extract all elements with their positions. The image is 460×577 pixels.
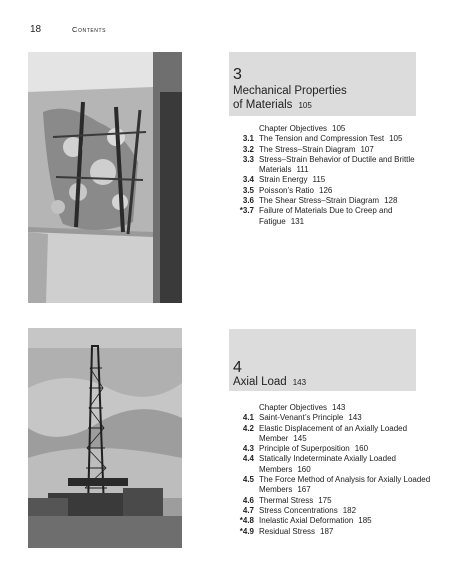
section-text [259,155,432,176]
section-text [259,454,432,475]
section-title: Statically Indeterminate Axially Loaded Members [259,454,396,474]
section-page: 182 [342,505,357,515]
section-page: 115 [312,175,326,185]
section-text [259,134,432,144]
section-number [232,403,259,413]
section-text [259,424,432,445]
section-page: 128 [384,196,398,206]
section-number: *3.7 [239,206,254,216]
section-number: 4.3 [242,444,254,454]
toc-entry[interactable] [232,155,432,176]
section-text [259,444,432,454]
section-title: Chapter Objectives [259,403,328,412]
chapter-4-heading [229,329,416,391]
section-page: 167 [297,485,311,495]
section-title: Stress Concentrations [259,505,338,515]
section-title: The Tension and Compression Test [259,134,385,144]
section-page: 107 [360,144,374,154]
chapter-3-heading [229,52,416,116]
running-head: Contents [72,25,107,34]
section-title: Residual Stress [259,526,316,536]
section-page: 131 [290,216,305,226]
section-number: *4.8 [239,516,254,526]
toc-entry[interactable] [232,506,432,516]
section-title: Poisson’s Ratio [259,185,314,195]
toc-entry[interactable] [232,175,432,185]
chapter-page: 143 [292,378,307,387]
toc-entry[interactable] [232,206,432,227]
section-number: 4.6 [242,495,254,505]
section-page: 187 [320,526,334,536]
section-title: Principle of Superposition [259,444,350,454]
section-page: 185 [358,516,372,526]
section-text [259,527,432,537]
toc-entry[interactable] [232,413,432,423]
section-number: 3.4 [242,175,254,185]
chapter-title-line1: Axial Load [233,376,287,388]
section-number: 4.5 [242,475,254,485]
section-page: 143 [332,403,346,412]
toc-entry[interactable] [232,124,432,134]
chapter-3-toc [232,124,432,227]
chapter-title [233,84,413,113]
section-number: 3.5 [242,185,254,195]
section-text [259,403,432,413]
toc-entry[interactable] [232,496,432,506]
section-page: 111 [296,165,309,175]
section-title: Inelastic Axial Deformation [259,516,354,526]
section-number: 3.6 [242,196,254,206]
toc-entry[interactable] [232,145,432,155]
section-number [232,124,259,134]
section-text [259,145,432,155]
toc-entry[interactable] [232,454,432,475]
section-page: 160 [297,464,311,474]
chapter-title-line1: Mechanical Properties [233,85,347,97]
section-number: 3.2 [242,144,254,154]
section-text [259,206,432,227]
section-text [259,506,432,516]
toc-entry[interactable] [232,186,432,196]
page-number: 18 [30,24,42,35]
section-text [259,496,432,506]
section-title: The Shear Stress–Strain Diagram [259,196,380,206]
section-number: 4.1 [242,413,254,423]
section-page: 105 [332,124,346,133]
chapter-title [233,375,306,390]
section-page: 126 [319,185,333,195]
toc-entry[interactable] [232,444,432,454]
chapter-number: 3 [233,66,242,83]
section-page: 105 [389,134,403,144]
section-title: Thermal Stress [259,495,314,505]
section-number: 4.4 [242,454,254,464]
section-title: Failure of Materials Due to Creep and Fatigue [259,206,393,226]
toc-entry[interactable] [232,134,432,144]
section-page: 175 [318,495,332,505]
section-number: *4.9 [239,526,254,536]
section-number: 3.3 [242,154,254,164]
section-text [259,186,432,196]
section-text [259,516,432,526]
toc-entry[interactable] [232,403,432,413]
toc-entry[interactable] [232,196,432,206]
chapter-4-toc [232,403,432,537]
section-text [259,413,432,423]
section-number: 4.7 [242,505,254,515]
section-text [259,475,432,496]
section-title: Strain Energy [259,175,308,185]
section-title: Elastic Displacement of an Axially Loaded Member [259,423,408,443]
section-title: Chapter Objectives [259,124,328,133]
section-title: Saint-Venant’s Principle [259,413,344,423]
chapter-title-line2: of Materials [233,99,293,111]
section-text [259,124,432,134]
toc-entry[interactable] [232,475,432,496]
section-text [259,175,432,185]
section-number: 3.1 [242,134,254,144]
section-page: 160 [354,444,369,454]
section-title: Stress–Strain Behavior of Ductile and Brittle Materials [259,154,415,175]
toc-entry[interactable] [232,516,432,526]
toc-entry[interactable] [232,424,432,445]
section-page: 143 [348,413,362,423]
toc-entry[interactable] [232,527,432,537]
section-title: The Force Method of Analysis for Axially Loaded Members [259,475,431,495]
damaged-concrete-column-photo [28,52,182,303]
section-text [259,196,432,206]
section-number: 4.2 [242,423,254,433]
chapter-number: 4 [233,359,242,376]
section-page: 145 [293,433,307,443]
section-title: The Stress–Strain Diagram [259,144,356,154]
chapter-page: 105 [298,101,312,110]
oil-drilling-rig-photo [28,328,182,548]
